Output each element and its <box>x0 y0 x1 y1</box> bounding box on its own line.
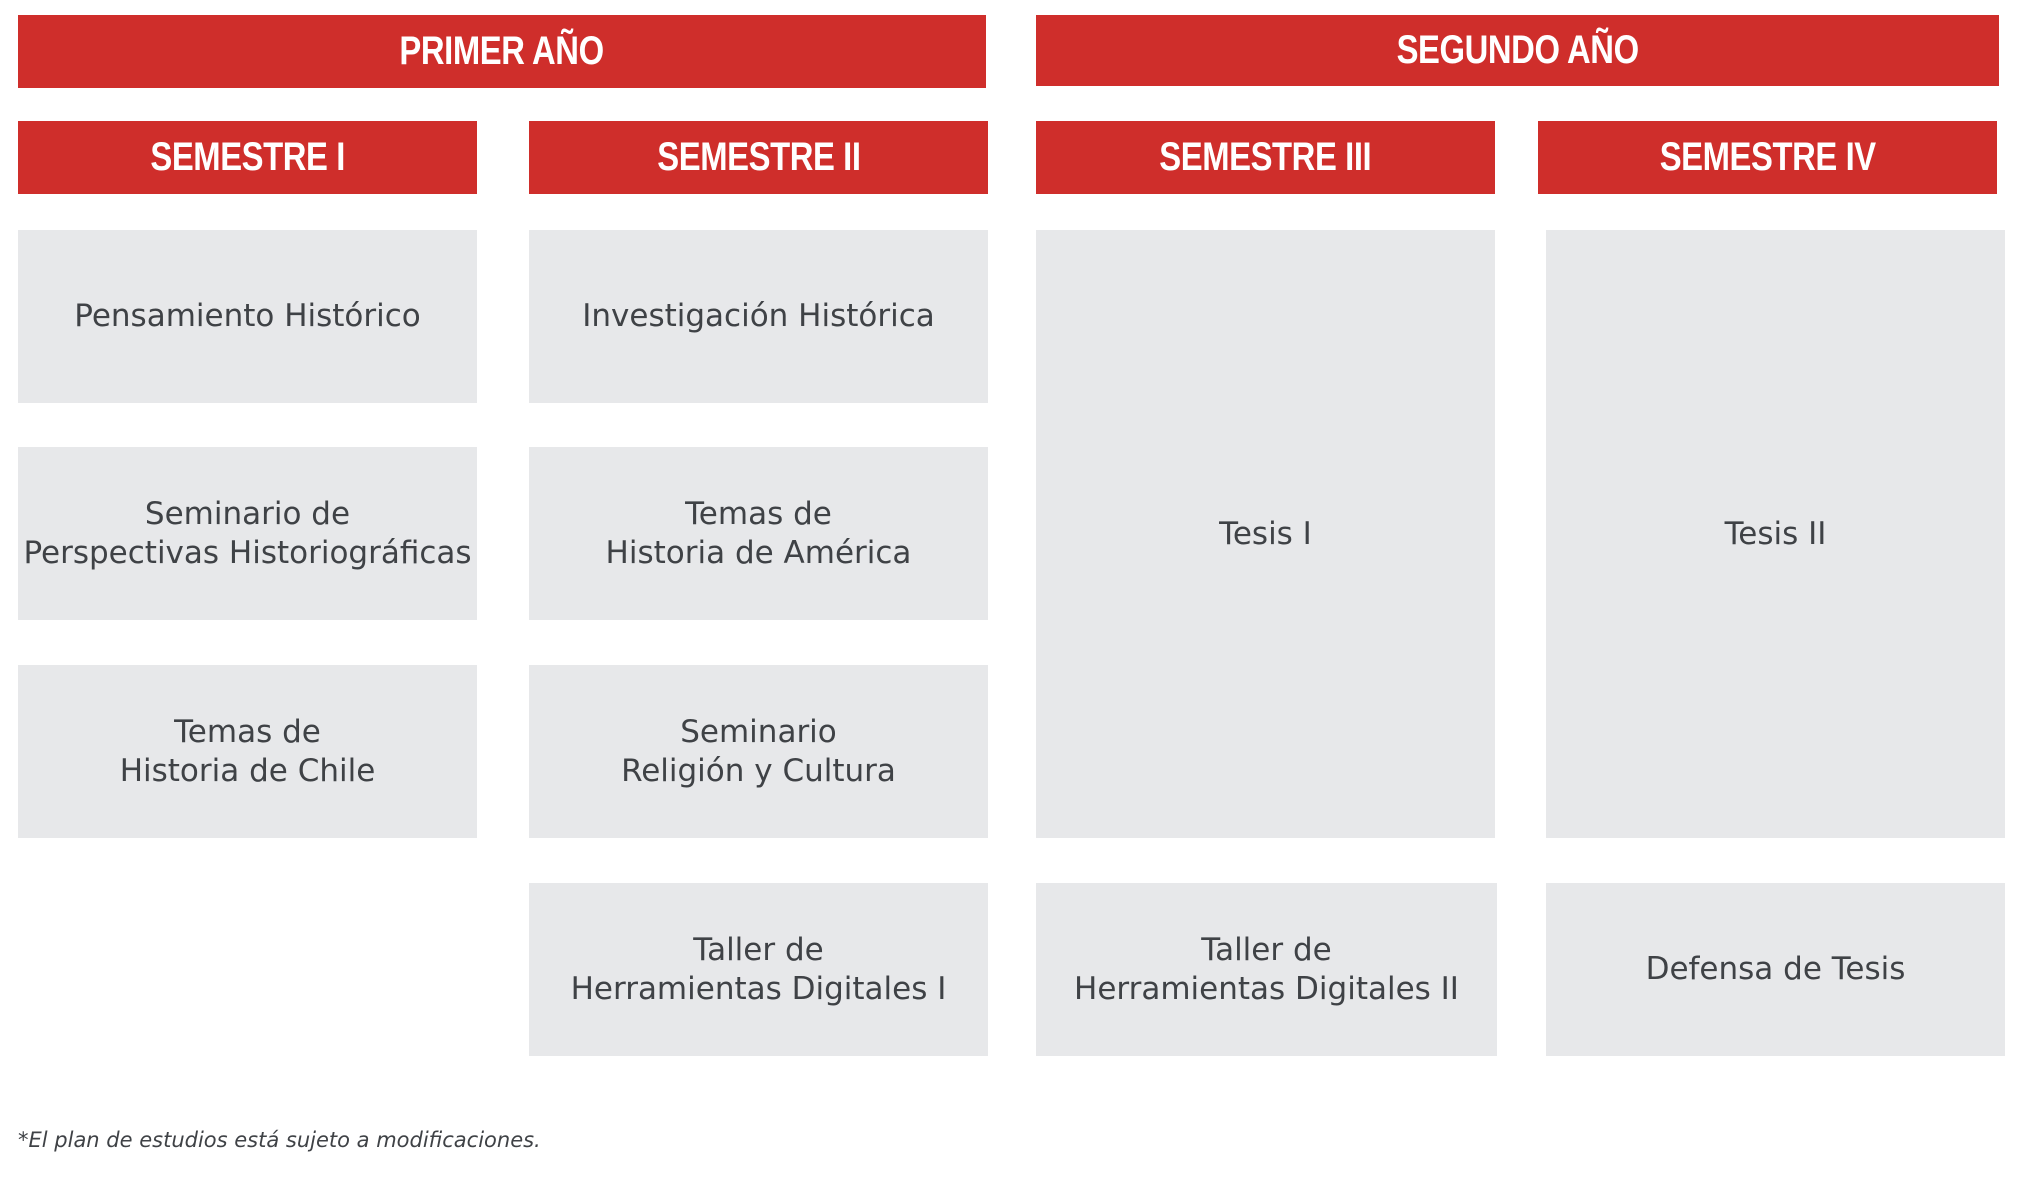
course-title-line2: Perspectivas Historiográficas <box>23 534 472 571</box>
course-box-s2-1 <box>529 230 988 403</box>
semester-header-4 <box>1538 121 1997 194</box>
course-title-line1: Temas de <box>174 713 321 750</box>
semester-header-3 <box>1036 121 1495 194</box>
course-box-s4-1 <box>1546 230 2005 838</box>
course-title: Tesis I <box>1219 515 1312 552</box>
course-box-s1-2 <box>18 447 477 620</box>
course-box-s2-3 <box>529 665 988 838</box>
course-title: Investigación Histórica <box>582 298 935 334</box>
course-title-line2: Religión y Cultura <box>621 752 896 789</box>
course-box-s3-1 <box>1036 230 1495 838</box>
semester-header-3-label: SEMESTRE III <box>1159 135 1372 179</box>
course-title-line2: Herramientas Digitales II <box>1074 970 1459 1007</box>
year-header-first <box>18 15 986 88</box>
footnote: *El plan de estudios está sujeto a modificaciones. <box>18 1128 541 1152</box>
year-header-second-label: SEGUNDO AÑO <box>1396 28 1639 72</box>
year-header-first-label: PRIMER AÑO <box>399 29 605 73</box>
course-box-s1-1 <box>18 230 477 403</box>
course-title-line1: Seminario de <box>144 495 351 532</box>
course-title-line2: Herramientas Digitales I <box>570 970 947 1007</box>
semester-header-2-label: SEMESTRE II <box>656 135 861 179</box>
course-box-s2-4 <box>529 883 988 1056</box>
course-box-s4-2 <box>1546 883 2005 1056</box>
course-title-line1: Temas de <box>685 495 832 532</box>
course-title: Pensamiento Histórico <box>74 298 421 334</box>
semester-header-4-label: SEMESTRE IV <box>1659 135 1876 179</box>
semester-header-2 <box>529 121 988 194</box>
course-title-line1: Taller de <box>1201 931 1332 968</box>
course-title: Defensa de Tesis <box>1645 951 1906 987</box>
course-box-s1-3 <box>18 665 477 838</box>
course-box-s2-2 <box>529 447 988 620</box>
course-box-s3-2 <box>1036 883 1497 1056</box>
course-title-line2: Historia de Chile <box>119 752 376 789</box>
course-title-line1: Seminario <box>680 713 837 750</box>
course-title-line2: Historia de América <box>605 534 912 571</box>
semester-header-1-label: SEMESTRE I <box>150 135 345 179</box>
course-title: Tesis II <box>1724 515 1827 552</box>
year-header-second <box>1036 15 1999 86</box>
course-title-line1: Taller de <box>693 931 824 968</box>
semester-header-1 <box>18 121 477 194</box>
